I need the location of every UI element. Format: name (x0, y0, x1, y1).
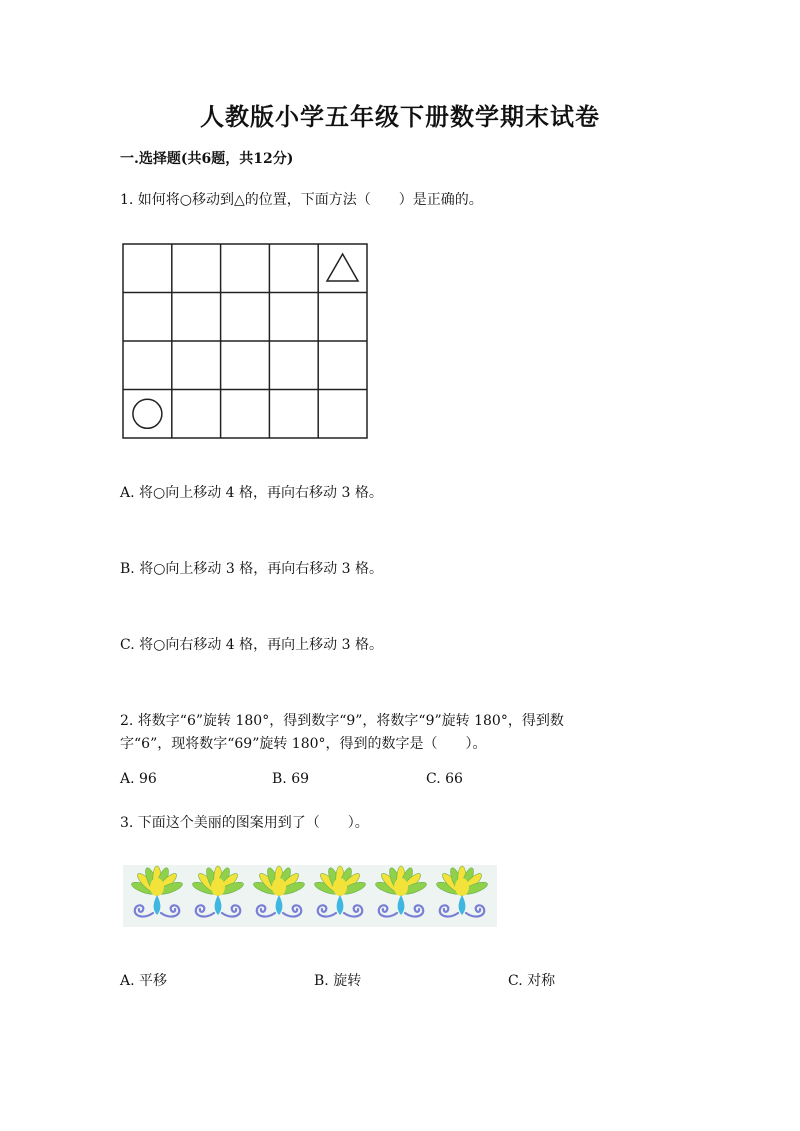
triangle-icon (327, 254, 358, 281)
question-2-text-line-1: 2. 将数字“6”旋转 180°，得到数字“9”，将数字“9”旋转 180°，得到数 (120, 713, 564, 729)
question-3-pattern (123, 865, 497, 927)
question-3-text: 3. 下面这个美丽的图案用到了（ ）。 (120, 815, 369, 831)
question-3-option-c[interactable]: C. 对称 (508, 973, 556, 989)
question-2-option-b[interactable]: B. 69 (272, 771, 310, 787)
question-2-option-a[interactable]: A. 96 (120, 771, 157, 787)
question-1-text: 1. 如何将○移动到△的位置，下面方法（ ）是正确的。 (120, 192, 483, 208)
question-1-grid (122, 243, 368, 439)
question-1-option-c[interactable]: C. 将○向右移动 4 格，再向上移动 3 格。 (120, 637, 383, 653)
question-3-option-b[interactable]: B. 旋转 (314, 973, 362, 989)
question-1-option-b[interactable]: B. 将○向上移动 3 格，再向右移动 3 格。 (120, 561, 384, 577)
question-1-option-a[interactable]: A. 将○向上移动 4 格，再向右移动 3 格。 (120, 485, 383, 501)
page-title: 人教版小学五年级下册数学期末试卷 (200, 102, 600, 131)
circle-icon (133, 399, 162, 428)
section-heading: 一.选择题(共6题，共12分) (120, 151, 294, 167)
question-2-text-line-2: 字“6”，现将数字“69”旋转 180°，得到的数字是（ ）。 (120, 736, 487, 752)
grid-lines (123, 244, 367, 438)
question-3-option-a[interactable]: A. 平移 (120, 973, 168, 989)
pattern-band (123, 865, 497, 927)
question-2-option-c[interactable]: C. 66 (426, 771, 463, 787)
